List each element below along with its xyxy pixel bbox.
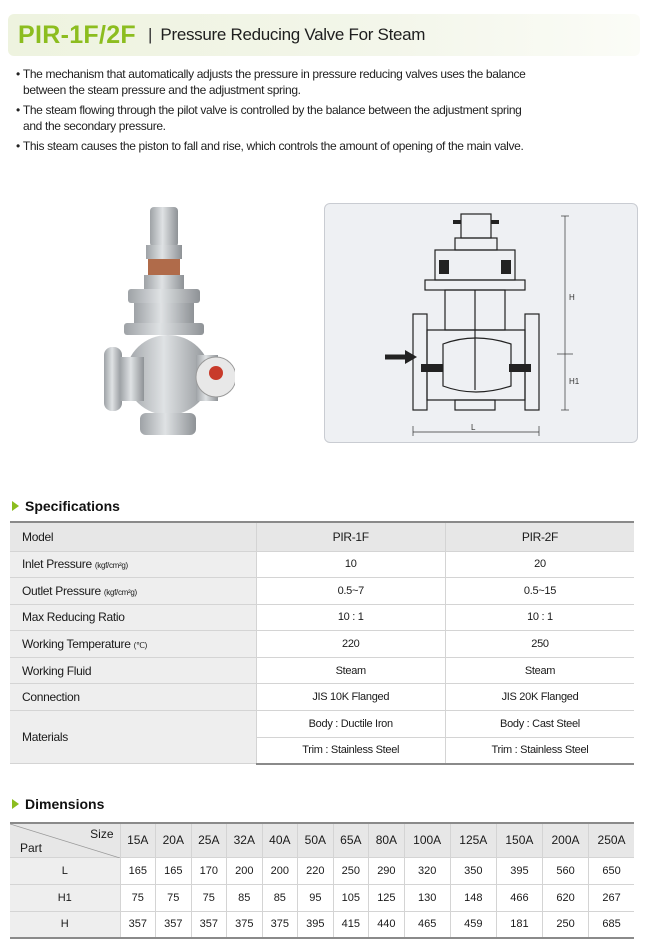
row-label: Connection (10, 684, 256, 711)
table-cell: 650 (589, 857, 634, 884)
table-cell: Body : Ductile Iron (256, 711, 445, 738)
table-row (10, 884, 634, 911)
unit-label: (℃) (133, 641, 148, 651)
section-arrow-icon (12, 501, 19, 511)
dimension-drawing (324, 203, 638, 443)
row-part-label: H1 (10, 884, 120, 911)
table-cell: 200 (262, 857, 298, 884)
table-cell: Body : Cast Steel (445, 711, 634, 738)
table-row (10, 657, 634, 684)
table-cell: 105 (333, 884, 369, 911)
dimensions-title: Dimensions (25, 796, 105, 812)
column-header-size: 250A (589, 823, 634, 857)
table-cell: 148 (450, 884, 496, 911)
unit-label: (kgf/cm²g) (103, 587, 137, 597)
dim-label-l: L (471, 423, 476, 432)
valve-schematic (325, 204, 639, 444)
dim-label-h: H (569, 293, 575, 302)
table-cell: 375 (262, 911, 298, 938)
table-cell: 357 (191, 911, 227, 938)
table-row (10, 684, 634, 711)
table-cell: 250 (542, 911, 588, 938)
table-cell: Trim : Stainless Steel (445, 737, 634, 764)
table-row (10, 711, 634, 738)
table-cell: 0.5~7 (256, 578, 445, 605)
table-cell: 395 (496, 857, 542, 884)
table-cell: 620 (542, 884, 588, 911)
table-cell: 0.5~15 (445, 578, 634, 605)
table-cell: 375 (227, 911, 263, 938)
row-label: Max Reducing Ratio (10, 604, 256, 631)
table-cell: 220 (298, 857, 334, 884)
table-cell: 459 (450, 911, 496, 938)
specifications-heading (12, 498, 120, 514)
table-cell: 560 (542, 857, 588, 884)
column-header-size: 50A (298, 823, 334, 857)
dimensions-heading (12, 796, 104, 812)
table-cell: 20 (445, 551, 634, 578)
column-header-size: 80A (369, 823, 405, 857)
table-cell: 357 (156, 911, 192, 938)
table-cell: 95 (298, 884, 334, 911)
description-item: • The mechanism that automatically adjusts the pressure in pressure reducing valves uses the balance between the steam pressure and the adjustment spring. (16, 66, 536, 98)
table-cell: 290 (369, 857, 405, 884)
table-cell: 440 (369, 911, 405, 938)
table-cell: 250 (445, 631, 634, 658)
row-part-label: H (10, 911, 120, 938)
column-header-size: 40A (262, 823, 298, 857)
title-separator: | (148, 25, 153, 44)
valve-photo (100, 205, 235, 440)
description-list (16, 66, 536, 158)
table-cell: 250 (333, 857, 369, 884)
table-cell: 10 : 1 (256, 604, 445, 631)
table-row (10, 911, 634, 938)
column-header-size: 200A (542, 823, 588, 857)
size-part-corner (10, 823, 120, 857)
table-cell: Steam (445, 657, 634, 684)
column-header-pir-2f: PIR-2F (445, 522, 634, 551)
table-cell: 350 (450, 857, 496, 884)
section-arrow-icon (12, 799, 19, 809)
table-cell: 395 (298, 911, 334, 938)
description-item: • This steam causes the piston to fall and rise, which controls the amount of opening of the main valve. (16, 138, 536, 154)
table-cell: JIS 20K Flanged (445, 684, 634, 711)
row-label: Working Fluid (10, 657, 256, 684)
column-header-size: 32A (227, 823, 263, 857)
dimensions-table (10, 822, 634, 939)
column-header-size: 15A (120, 823, 156, 857)
table-row (10, 631, 634, 658)
column-header-size: 100A (404, 823, 450, 857)
table-cell: JIS 10K Flanged (256, 684, 445, 711)
table-cell: 75 (120, 884, 156, 911)
specifications-table (10, 521, 634, 765)
column-header-size: 20A (156, 823, 192, 857)
corner-part-label: Part (20, 840, 43, 855)
table-cell: 10 : 1 (445, 604, 634, 631)
product-subtitle: Pressure Reducing Valve For Steam (160, 25, 426, 44)
table-cell: Steam (256, 657, 445, 684)
description-item: • The steam flowing through the pilot valve is controlled by the balance between the adjustment spring and the secondary pressure. (16, 102, 536, 134)
table-row (10, 857, 634, 884)
column-header-size: 150A (496, 823, 542, 857)
title-banner (8, 14, 640, 56)
row-label: Outlet Pressure (kgf/cm²g) (10, 578, 256, 605)
row-label: Materials (10, 711, 256, 764)
table-cell: 10 (256, 551, 445, 578)
table-cell: 125 (369, 884, 405, 911)
dim-label-h1: H1 (569, 377, 580, 386)
column-header-size: 25A (191, 823, 227, 857)
unit-label: (kgf/cm²g) (94, 561, 128, 571)
table-cell: 181 (496, 911, 542, 938)
table-cell: 130 (404, 884, 450, 911)
row-label: Inlet Pressure (kgf/cm²g) (10, 551, 256, 578)
column-header-pir-1f: PIR-1F (256, 522, 445, 551)
table-cell: 165 (120, 857, 156, 884)
table-cell: 165 (156, 857, 192, 884)
table-cell: Trim : Stainless Steel (256, 737, 445, 764)
column-header-size: 65A (333, 823, 369, 857)
table-cell: 320 (404, 857, 450, 884)
table-cell: 267 (589, 884, 634, 911)
corner-size-label: Size (90, 827, 114, 841)
column-header-model: Model (10, 522, 256, 551)
table-cell: 415 (333, 911, 369, 938)
table-cell: 685 (589, 911, 634, 938)
table-row (10, 604, 634, 631)
table-header-row (10, 823, 634, 857)
column-header-size: 125A (450, 823, 496, 857)
table-cell: 85 (227, 884, 263, 911)
table-cell: 170 (191, 857, 227, 884)
table-cell: 75 (156, 884, 192, 911)
specifications-title: Specifications (25, 498, 120, 514)
table-cell: 85 (262, 884, 298, 911)
row-label: Working Temperature (℃) (10, 631, 256, 658)
table-cell: 466 (496, 884, 542, 911)
table-row (10, 578, 634, 605)
table-header-row (10, 522, 634, 551)
table-cell: 220 (256, 631, 445, 658)
table-cell: 357 (120, 911, 156, 938)
table-cell: 200 (227, 857, 263, 884)
row-part-label: L (10, 857, 120, 884)
model-title: PIR-1F/2F (18, 20, 136, 49)
table-cell: 75 (191, 884, 227, 911)
table-cell: 465 (404, 911, 450, 938)
table-row (10, 551, 634, 578)
